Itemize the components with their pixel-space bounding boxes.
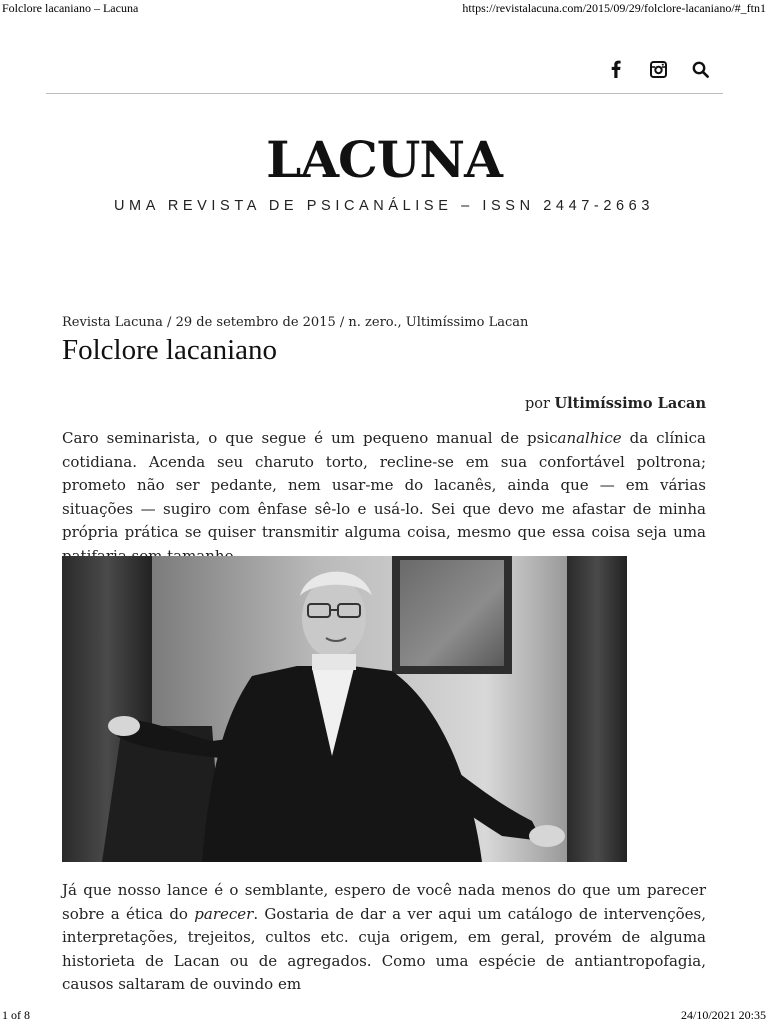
category-link[interactable]: n. zero. [348, 315, 398, 330]
instagram-icon[interactable] [648, 59, 668, 79]
print-footer [0, 1008, 768, 1024]
paragraph-text: Caro seminarista, o que segue é um pequeno manual de psic [62, 429, 558, 447]
post-title: Folclore lacaniano [62, 334, 277, 366]
social-links [606, 58, 710, 80]
site-tagline: UMA REVISTA DE PSICANÁLISE – ISSN 2447-2663 [113, 198, 655, 214]
print-datetime: 24/10/2021 20:35 [680, 1008, 766, 1022]
print-url: https://revistalacuna.com/2015/09/29/folclore-lacaniano/#_ftn1 [462, 1, 766, 15]
category-link[interactable]: Ultimíssimo Lacan [405, 315, 529, 330]
paragraph-text: . Gostaria de dar a ver aqui um catálogo de intervenções, interpretações, trejeitos, cultos etc. cuja origem, em geral, provém de alguma historieta de Lacan ou de agregados. Como uma espécie de antiantropofagia, causos saltaram de ouvindo em [62, 904, 706, 993]
meta-separator: , [397, 315, 406, 330]
paragraph-text: da clínica cotidiana. Acenda seu charuto torto, recline-se em sua confortável poltrona; prometo não ser pedante, nem usar-me do lacanês, ainda que — em várias situações — sugiro com ênfase sê-lo e usá-lo. Sei que devo me afastar de minha própria prática se quiser transmitir alguma coisa, mesmo que essa coisa seja uma [62, 429, 706, 541]
post-date-link[interactable]: 29 de setembro de 2015 [175, 315, 336, 330]
print-document-title: Folclore lacaniano – Lacuna [2, 1, 139, 15]
print-page-count: 1 of 8 [2, 1008, 30, 1022]
article-photo [62, 556, 627, 862]
meta-separator: / [335, 315, 349, 330]
facebook-icon[interactable] [606, 59, 626, 79]
site-logo[interactable]: LACUNA [266, 130, 502, 189]
print-header [0, 0, 768, 16]
paragraph-emphasis: analhice [557, 429, 622, 447]
paragraph-emphasis: parecer [194, 904, 254, 923]
byline-author: Ultimíssimo Lacan [554, 395, 706, 412]
meta-separator: / [162, 315, 176, 330]
paragraph [62, 427, 706, 568]
header-divider [46, 93, 723, 94]
search-icon[interactable] [690, 59, 710, 79]
post-meta [62, 315, 528, 330]
byline-prefix: por [524, 396, 555, 412]
author-link[interactable]: Revista Lacuna [62, 315, 163, 330]
paragraph [62, 879, 706, 997]
byline [525, 395, 706, 412]
paragraph-text: Já que nosso lance é o semblante, espero de você nada menos do que um parecer sobre a ética do [62, 881, 706, 923]
